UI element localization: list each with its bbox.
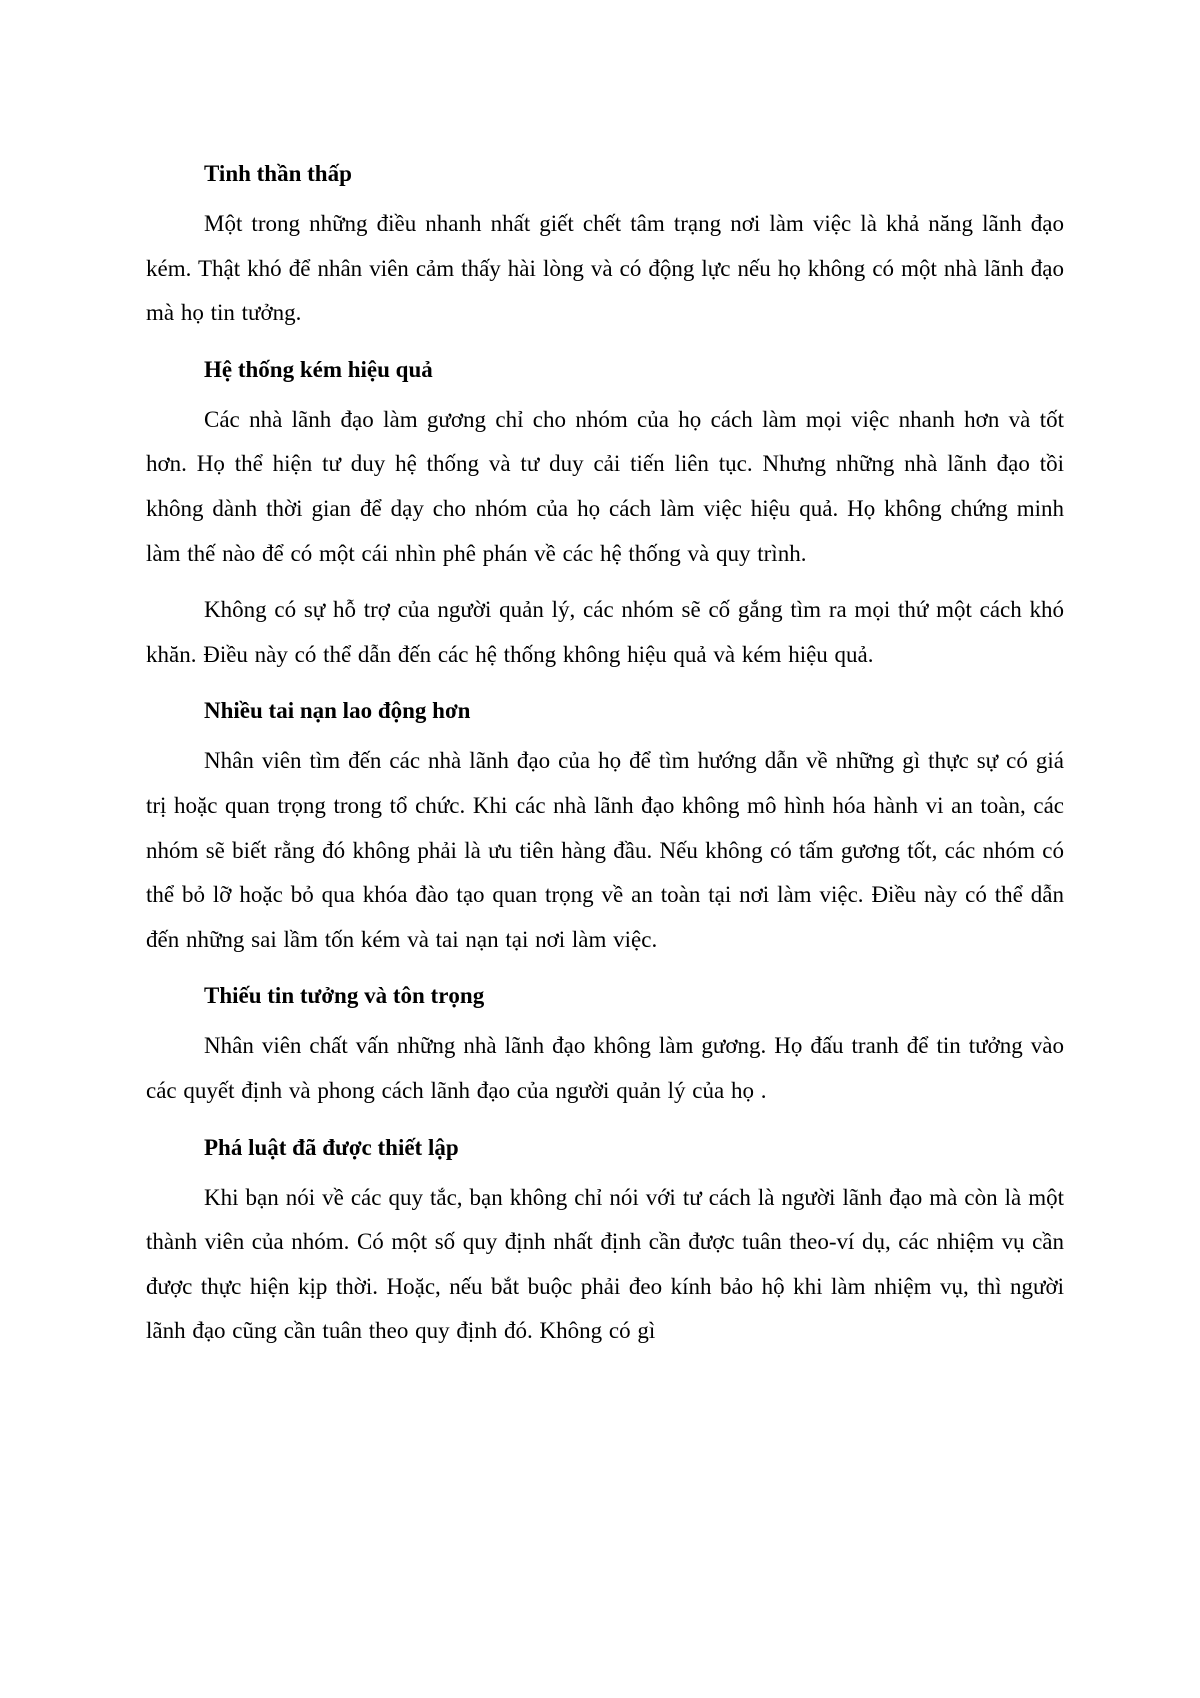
section-heading: Nhiều tai nạn lao động hơn	[204, 698, 471, 724]
section-heading: Phá luật đã được thiết lập	[204, 1134, 459, 1160]
paragraph: Không có sự hỗ trợ của người quản lý, các nhóm sẽ cố gắng tìm ra mọi thứ một cách khó khăn. Điều này có thể dẫn đến các hệ thống không hiệu quả và kém hiệu quả.	[146, 597, 1064, 667]
paragraph: Các nhà lãnh đạo làm gương chỉ cho nhóm của họ cách làm mọi việc nhanh hơn và tốt hơn. Họ thể hiện tư duy hệ thống và tư duy cải tiến liên tục. Nhưng những nhà lãnh đạo tồi không dành thời gian để dạy cho nhóm của họ cách làm việc hiệu quả. Họ không chứng minh làm thế nào để có một cái nhìn phê phán về các hệ thống và quy trình.	[146, 406, 1064, 566]
document-body	[146, 152, 1064, 1366]
paragraph: Nhân viên chất vấn những nhà lãnh đạo không làm gương. Họ đấu tranh để tin tưởng vào các quyết định và phong cách lãnh đạo của người quản lý của họ .	[146, 1033, 1064, 1103]
paragraph: Một trong những điều nhanh nhất giết chết tâm trạng nơi làm việc là khả năng lãnh đạo kém. Thật khó để nhân viên cảm thấy hài lòng và có động lực nếu họ không có một nhà lãnh đạo mà họ tin tưởng.	[146, 211, 1064, 326]
section-heading: Hệ thống kém hiệu quả	[204, 356, 433, 382]
section-heading: Tinh thần thấp	[204, 161, 352, 186]
paragraph: Khi bạn nói về các quy tắc, bạn không chỉ nói với tư cách là người lãnh đạo mà còn là một thành viên của nhóm. Có một số quy định nhất định cần được tuân theo-ví dụ, các nhiệm vụ cần được thực hiện kịp thời. Hoặc, nếu bắt buộc phải đeo kính bảo hộ khi làm nhiệm vụ, thì người lãnh đạo cũng cần tuân theo quy định đó. Không có gì	[146, 1184, 1064, 1344]
section-heading: Thiếu tin tưởng và tôn trọng	[204, 983, 485, 1009]
paragraph: Nhân viên tìm đến các nhà lãnh đạo của họ để tìm hướng dẫn về những gì thực sự có giá trị hoặc quan trọng trong tổ chức. Khi các nhà lãnh đạo không mô hình hóa hành vi an toàn, các nhóm sẽ biết rằng đó không phải là ưu tiên hàng đầu. Nếu không có tấm gương tốt, các nhóm có thể bỏ lỡ hoặc bỏ qua khóa đào tạo quan trọng về an toàn tại nơi làm việc. Điều này có thể dẫn đến những sai lầm tốn kém và tai nạn tại nơi làm việc.	[146, 748, 1064, 952]
